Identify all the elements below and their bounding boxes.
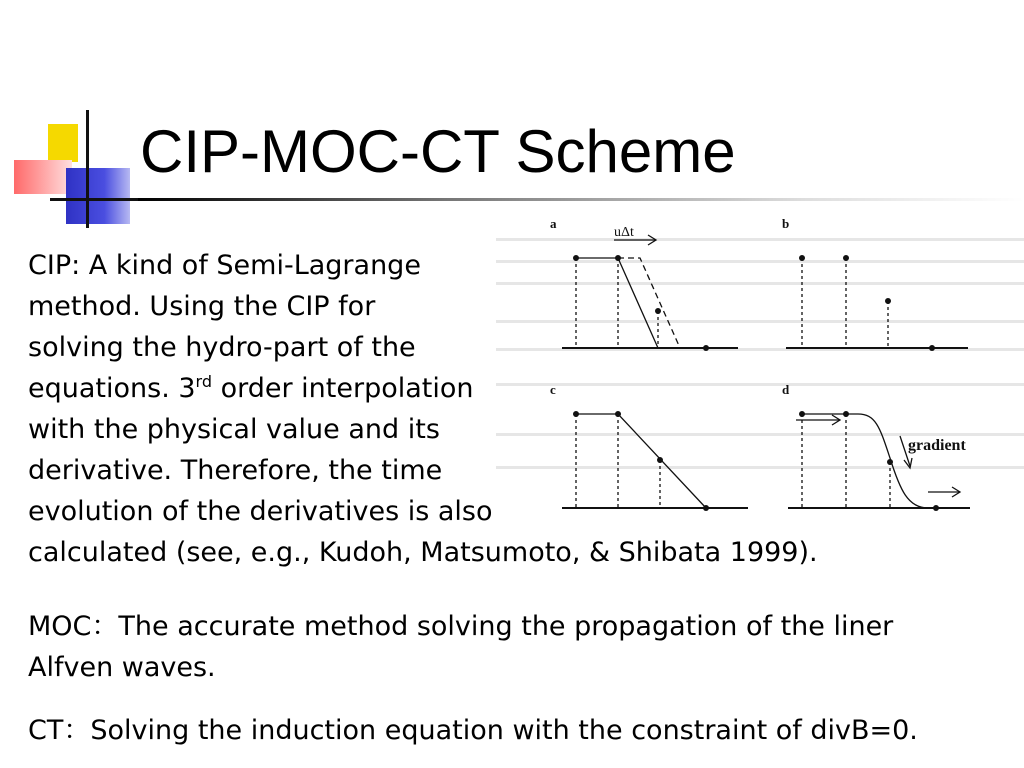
ordinal-superscript: rd [195, 372, 212, 391]
slide-title: CIP-MOC-CT Scheme [140, 118, 736, 185]
cip-line: evolution of the derivatives is also [28, 496, 493, 527]
panel-d-label: d [782, 382, 790, 397]
panel-d-plot [788, 414, 970, 508]
cip-line: solving the hydro-part of the [28, 332, 416, 363]
panel-c-label: c [550, 382, 556, 397]
panel-a-label: a [550, 216, 557, 231]
u-delta-t-label: uΔt [614, 225, 634, 240]
panel-d-points [799, 411, 939, 511]
panel-c-points [573, 411, 709, 511]
panel-c-plot [562, 414, 748, 508]
slide-logo [0, 0, 140, 240]
cip-line: CIP: A kind of Semi-Lagrange [28, 250, 421, 281]
cip-line: derivative. Therefore, the time [28, 455, 443, 486]
moc-label: MOC [28, 611, 92, 642]
moc-line [28, 606, 1018, 647]
ct-description [28, 710, 1024, 751]
panel-a-plot [562, 235, 738, 348]
moc-description [28, 606, 1018, 688]
ct-label: CT [28, 715, 64, 746]
panel-b-label: b [782, 216, 790, 231]
logo-vertical-line [86, 110, 89, 228]
gradient-label: gradient [908, 437, 966, 454]
cip-line: method. Using the CIP for [28, 291, 376, 322]
cip-line [28, 368, 508, 409]
cip-line-tail: order interpolation [212, 373, 474, 404]
panel-b-points [799, 255, 935, 351]
logo-yellow-square [48, 124, 78, 162]
cip-citation-line: calculated (see, e.g., Kudoh, Matsumoto, & Shibata 1999). [28, 537, 818, 568]
logo-blue-square [66, 168, 130, 224]
logo-red-square [14, 160, 72, 194]
moc-text-continued: Alfven waves. [28, 652, 216, 683]
ct-text: Solving the induction equation with the constraint of divB=0. [90, 715, 918, 746]
logo-horizontal-line [50, 198, 142, 201]
cip-diagram-figure [496, 208, 1024, 518]
moc-separator: ： [91, 611, 119, 642]
title-underline [138, 198, 1024, 201]
moc-text: The accurate method solving the propagation of the liner [118, 611, 894, 642]
cip-line: with the physical value and its [28, 414, 440, 445]
figure-background-noise [496, 238, 1024, 469]
panel-b-plot [786, 258, 968, 348]
ct-separator: ： [63, 715, 91, 746]
cip-line-text: equations. 3 [28, 373, 196, 404]
cip-description [28, 245, 508, 532]
panel-a-points [573, 255, 709, 351]
